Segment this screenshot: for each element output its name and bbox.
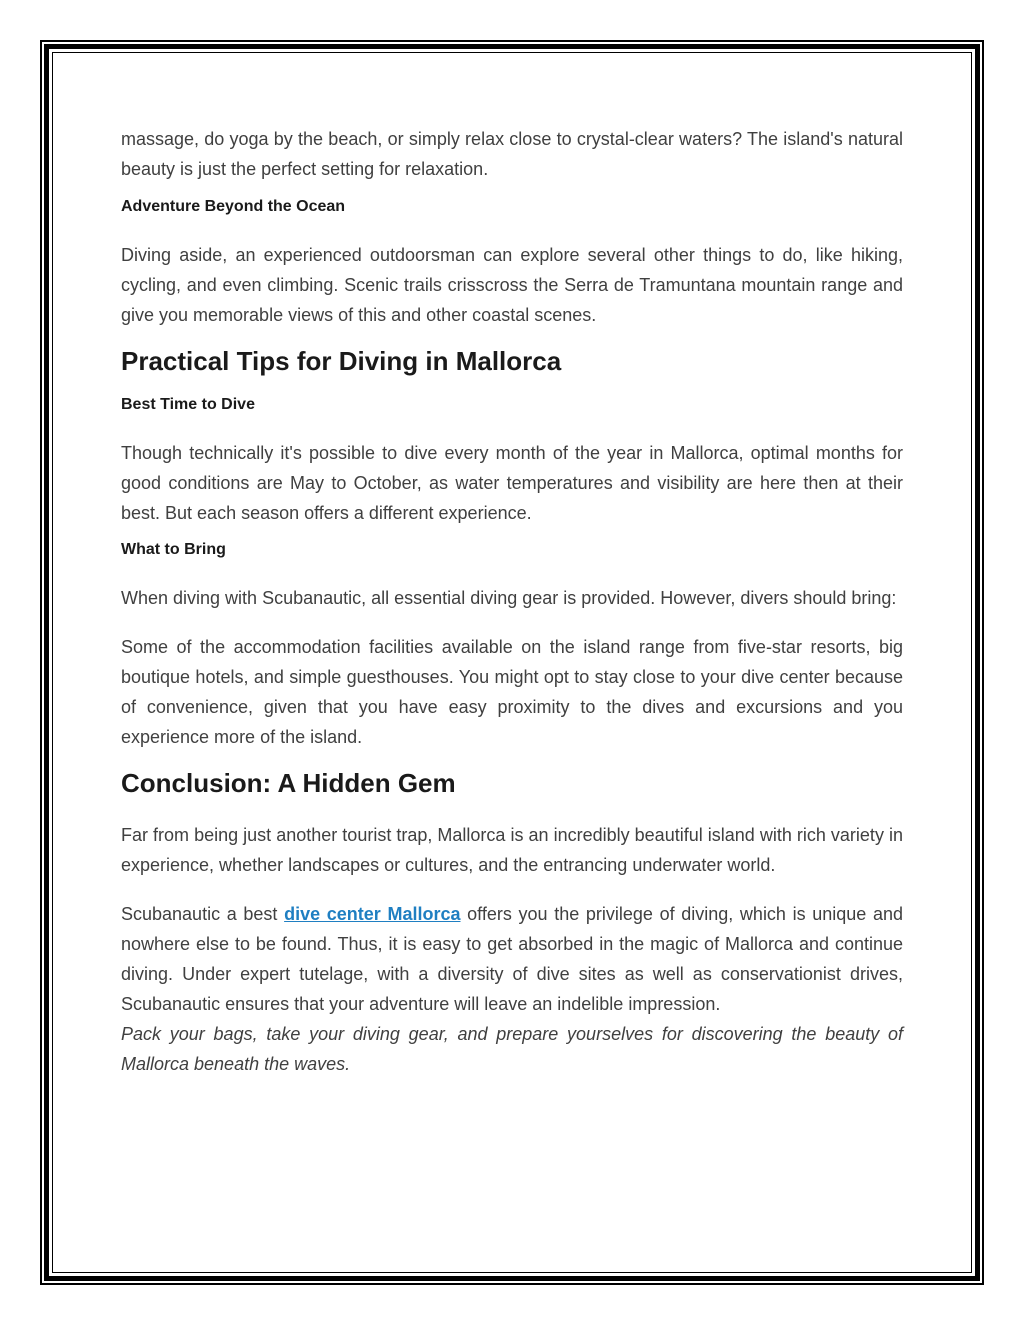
paragraph-closing-italic: Pack your bags, take your diving gear, and prepare yourselves for discovering the beauty of Mallorca beneath the waves. — [121, 1024, 903, 1074]
heading-practical-tips: Practical Tips for Diving in Mallorca — [121, 346, 562, 376]
paragraph-scubanautic — [121, 899, 903, 1019]
heading-best-time: Best Time to Dive — [121, 396, 255, 413]
paragraph-scubanautic-rest: offers you the privilege of diving, which is unique and nowhere else to be found. Thus, it is easy to get absorbed in the magic of Mallorca and continue diving. Under expert tutelage, with a diversity of dive sites as well as conservationist drives, Scubanautic ensures that your adventure will leave an indelible impression. — [121, 904, 904, 1014]
document-content — [121, 124, 903, 1079]
dive-center-mallorca-link[interactable]: dive center Mallorca — [284, 904, 461, 924]
paragraph-best-time: Though technically it's possible to dive every month of the year in Mallorca, optimal months for good conditions are May to October, as water temperatures and visibility are here then at their best. But each season offers a different experience. — [121, 443, 903, 523]
paragraph-scubanautic-intro: Scubanautic a best — [121, 904, 285, 924]
heading-what-to-bring: What to Bring — [121, 541, 226, 558]
paragraph-adventure: Diving aside, an experienced outdoorsman can explore several other things to do, like hiking, cycling, and even climbing. Scenic trails crisscross the Serra de Tramuntana mountain range and give you memorable views of this and other coastal scenes. — [121, 245, 903, 325]
paragraph-accommodation: Some of the accommodation facilities available on the island range from five-star resorts, big boutique hotels, and simple guesthouses. You might opt to stay close to your dive center because of convenience, given that you have easy proximity to the dives and excursions and you experience more of the island. — [121, 637, 903, 747]
paragraph-relaxation: massage, do yoga by the beach, or simply relax close to crystal-clear waters? The island's natural beauty is just the perfect setting for relaxation. — [121, 129, 903, 179]
heading-conclusion: Conclusion: A Hidden Gem — [121, 768, 456, 798]
paragraph-conclusion: Far from being just another tourist trap, Mallorca is an incredibly beautiful island with rich variety in experience, whether landscapes or cultures, and the entrancing underwater world. — [121, 825, 903, 875]
paragraph-what-to-bring: When diving with Scubanautic, all essential diving gear is provided. However, divers should bring: — [121, 588, 897, 608]
heading-adventure: Adventure Beyond the Ocean — [121, 198, 346, 215]
